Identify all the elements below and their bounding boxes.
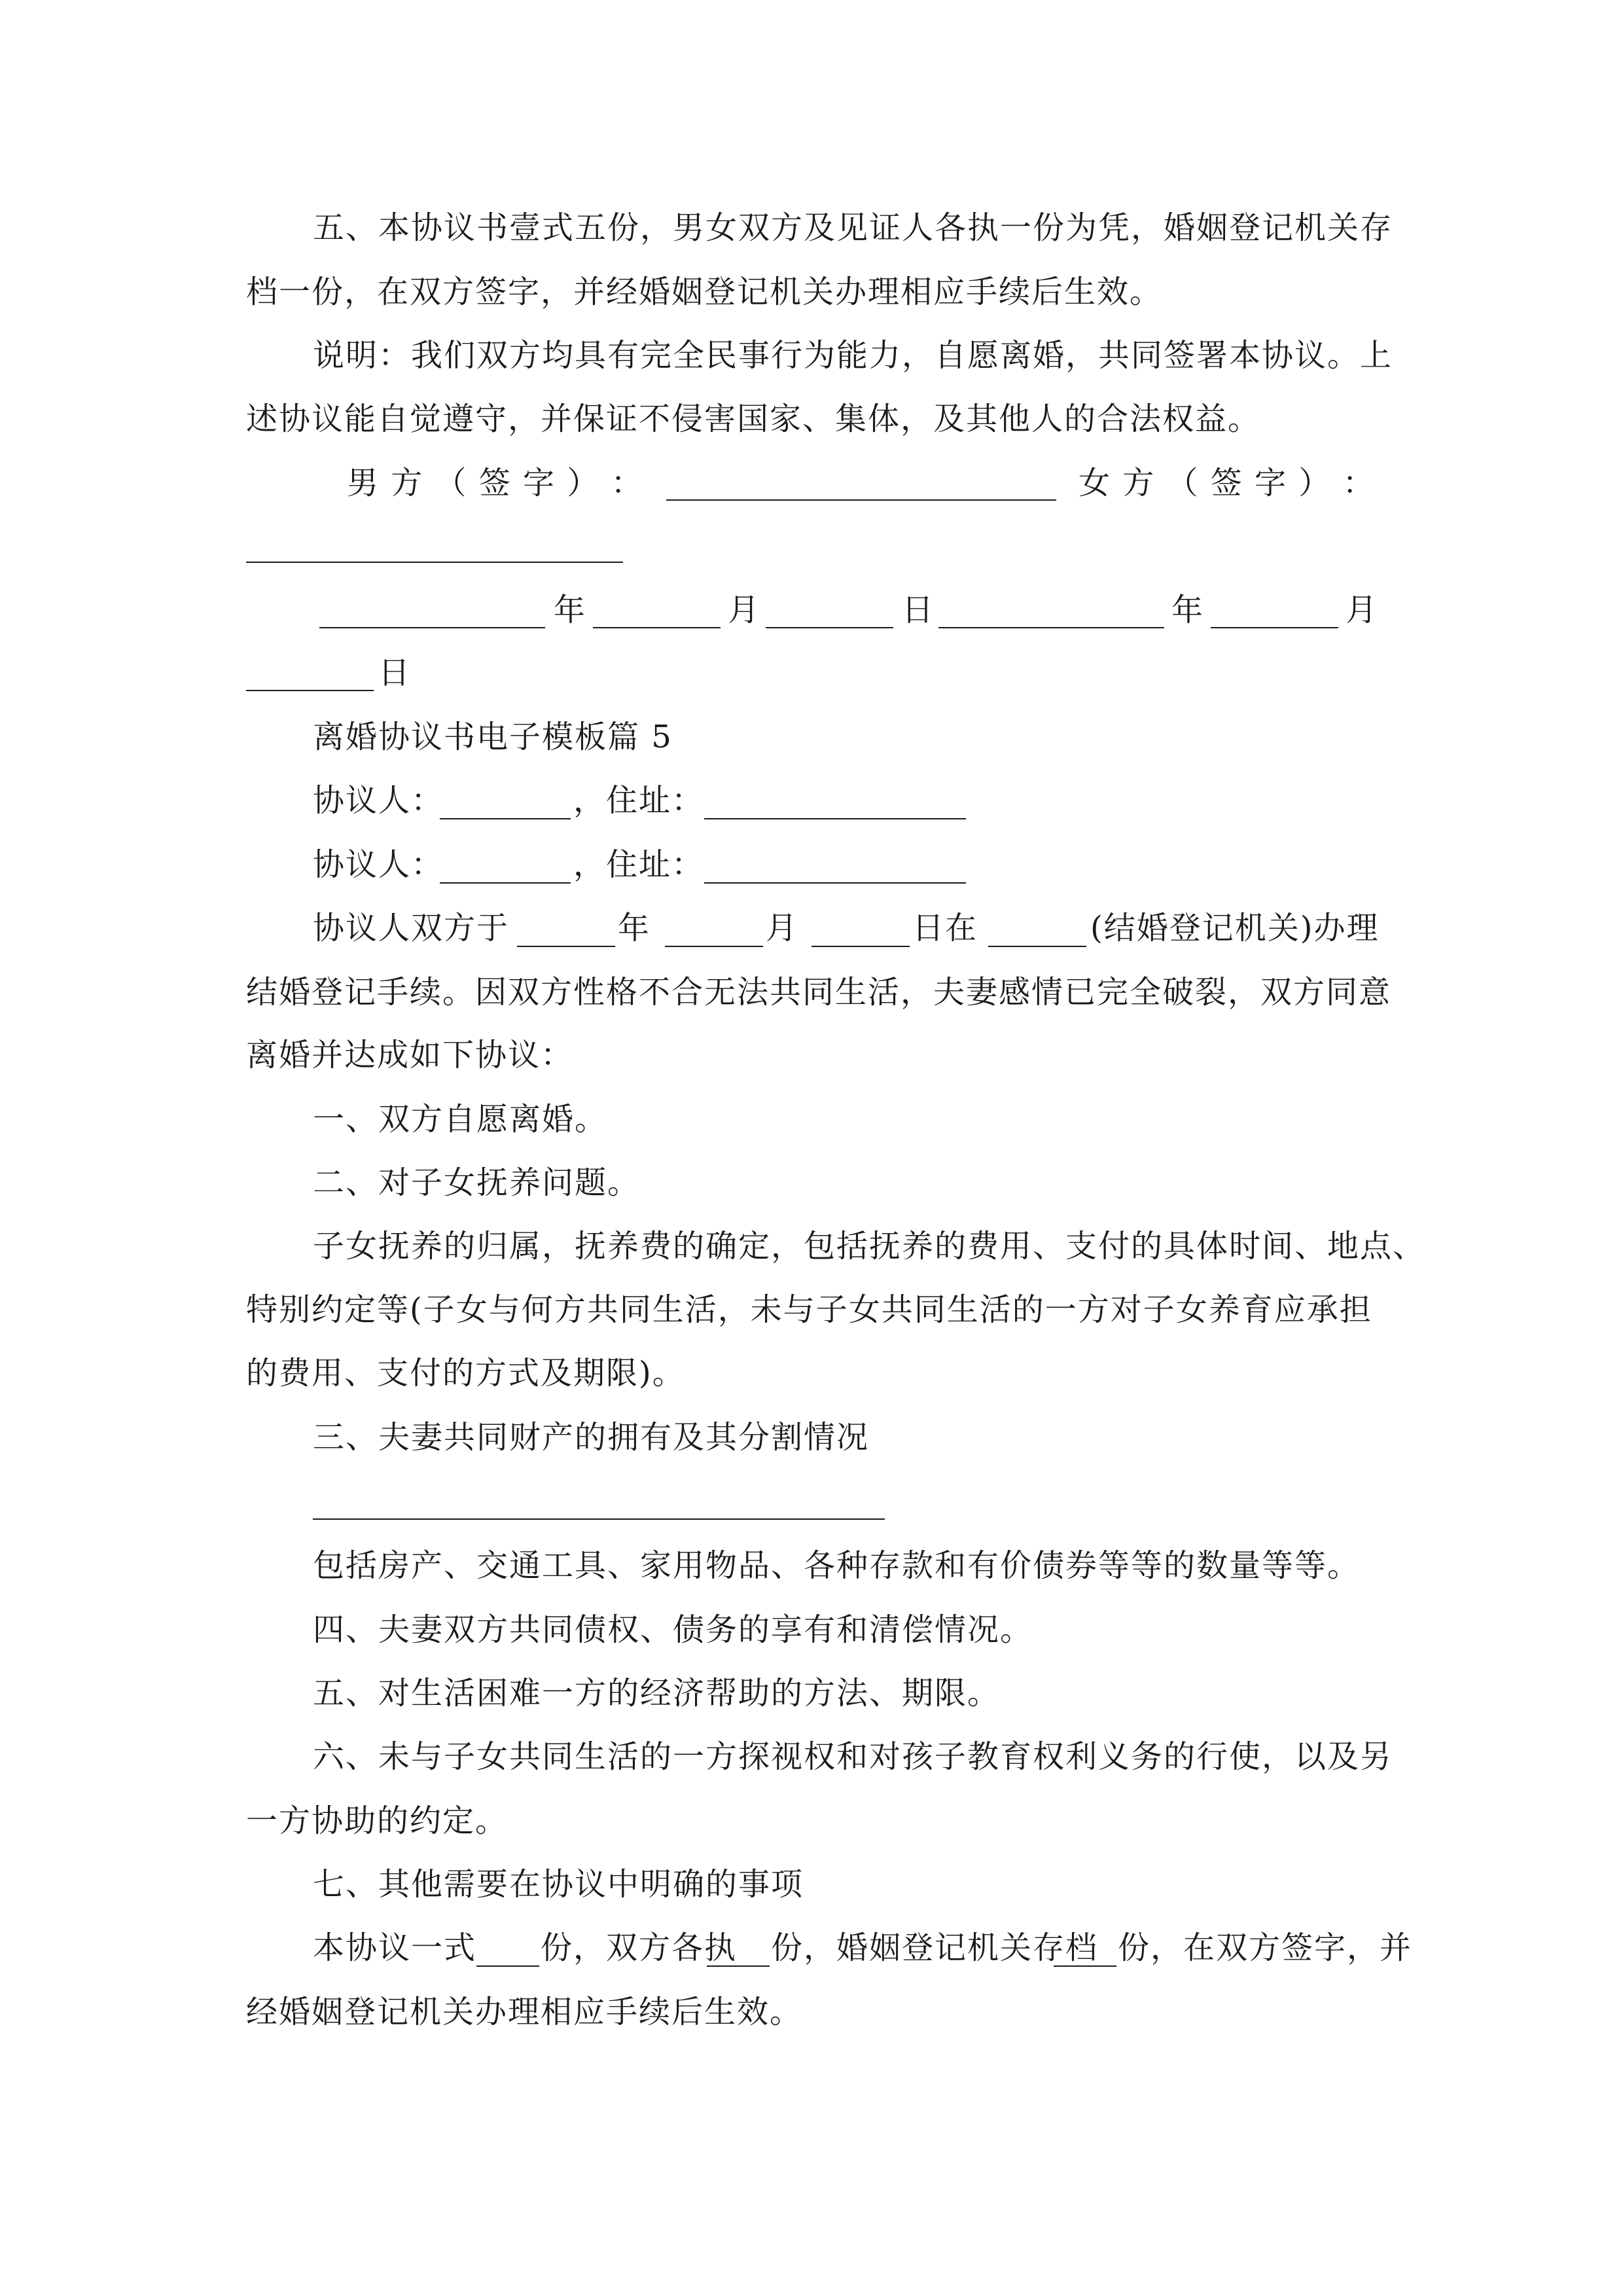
item-1: 一、双方自愿离婚。 bbox=[313, 1101, 608, 1138]
intro-line-3: 离婚并达成如下协议： bbox=[246, 1037, 574, 1073]
male-day-label: 日 bbox=[902, 592, 935, 628]
female-month-label: 月 bbox=[1346, 592, 1379, 628]
final-part-a: 本协议一式 bbox=[313, 1929, 477, 1966]
item-5: 五、对生活困难一方的经济帮助的方法、期限。 bbox=[313, 1675, 1001, 1712]
party-2-address-blank[interactable] bbox=[704, 882, 966, 884]
marriage-year-label: 年 bbox=[618, 910, 651, 946]
marriage-year-blank[interactable] bbox=[517, 946, 615, 947]
party-2-name-blank[interactable] bbox=[440, 882, 571, 884]
male-month-label: 月 bbox=[728, 592, 761, 628]
male-year-label: 年 bbox=[554, 592, 587, 628]
final-line-2: 经婚姻登记机关办理相应手续后生效。 bbox=[246, 1994, 803, 2030]
female-year-label: 年 bbox=[1171, 592, 1205, 628]
female-day-blank[interactable] bbox=[246, 690, 374, 691]
item-6-line-1: 六、未与子女共同生活的一方探视权和对孩子教育权利义务的行使，以及另 bbox=[313, 1738, 1393, 1775]
copies-total-blank[interactable] bbox=[476, 1965, 539, 1967]
party-2-address-label: ，住址： bbox=[573, 846, 705, 883]
item-3: 三、夫妻共同财产的拥有及其分割情况 bbox=[313, 1419, 870, 1456]
male-signature-label: 男 方 （ 签 字 ） ： bbox=[347, 465, 644, 501]
party-1-address-label: ，住址： bbox=[573, 782, 705, 819]
female-signature-label: 女 方 （ 签 字 ） ： bbox=[1079, 465, 1376, 501]
marriage-month-blank[interactable] bbox=[665, 946, 763, 947]
child-line-2: 特别约定等(子女与何方共同生活，未与子女共同生活的一方对子女养育应承担 bbox=[246, 1291, 1372, 1328]
final-part-b: 份，双方各执 bbox=[541, 1929, 738, 1966]
clause-5-line-1: 五、本协议书壹式五份，男女双方及见证人各执一份为凭，婚姻登记机关存 bbox=[313, 209, 1393, 246]
male-day-blank[interactable] bbox=[766, 627, 893, 628]
note-line-2: 述协议能自觉遵守，并保证不侵害国家、集体，及其他人的合法权益。 bbox=[246, 401, 1261, 437]
note-line-1: 说明：我们双方均具有完全民事行为能力，自愿离婚，共同签署本协议。上 bbox=[313, 337, 1393, 374]
item-7: 七、其他需要在协议中明确的事项 bbox=[313, 1866, 804, 1903]
female-signature-blank[interactable] bbox=[246, 562, 623, 563]
registry-blank[interactable] bbox=[988, 946, 1086, 947]
female-month-blank[interactable] bbox=[1211, 627, 1338, 628]
item-2: 二、对子女抚养问题。 bbox=[313, 1164, 641, 1201]
male-year-blank[interactable] bbox=[319, 627, 545, 628]
intro-line-2: 结婚登记手续。因双方性格不合无法共同生活，夫妻感情已完全破裂，双方同意 bbox=[246, 974, 1392, 1011]
item-4: 四、夫妻双方共同债权、债务的享有和清偿情况。 bbox=[313, 1611, 1033, 1648]
party-1-name-blank[interactable] bbox=[440, 818, 571, 819]
female-year-blank[interactable] bbox=[938, 627, 1164, 628]
party-1-label: 协议人： bbox=[313, 782, 444, 819]
child-line-3: 的费用、支付的方式及期限)。 bbox=[246, 1355, 685, 1391]
item-6-line-2: 一方协助的约定。 bbox=[246, 1803, 508, 1839]
clause-5-line-2: 档一份，在双方签字，并经婚姻登记机关办理相应手续后生效。 bbox=[246, 274, 1163, 310]
copies-each-blank[interactable] bbox=[707, 1965, 770, 1967]
final-part-c: 份，婚姻登记机关存档 bbox=[771, 1929, 1099, 1966]
final-part-d: 份，在双方签字，并 bbox=[1118, 1929, 1413, 1966]
child-line-1: 子女抚养的归属，抚养费的确定，包括抚养的费用、支付的具体时间、地点、 bbox=[313, 1228, 1426, 1265]
male-month-blank[interactable] bbox=[593, 627, 721, 628]
marriage-month-label: 月 bbox=[766, 910, 799, 946]
property-description: 包括房产、交通工具、家用物品、各种存款和有价债券等等的数量等等。 bbox=[313, 1547, 1361, 1584]
property-blank[interactable] bbox=[313, 1518, 885, 1520]
marriage-day-blank[interactable] bbox=[812, 946, 910, 947]
party-1-address-blank[interactable] bbox=[704, 818, 966, 819]
female-day-label: 日 bbox=[378, 655, 412, 691]
male-signature-blank[interactable] bbox=[666, 499, 1056, 501]
marriage-day-label: 日在 bbox=[912, 910, 978, 946]
party-2-label: 协议人： bbox=[313, 846, 444, 883]
intro-suffix: (结婚登记机关)办理 bbox=[1090, 910, 1380, 946]
intro-prefix: 协议人双方于 bbox=[313, 910, 510, 946]
copies-registry-blank[interactable] bbox=[1054, 1965, 1116, 1967]
section-title: 离婚协议书电子模板篇 5 bbox=[313, 719, 673, 755]
